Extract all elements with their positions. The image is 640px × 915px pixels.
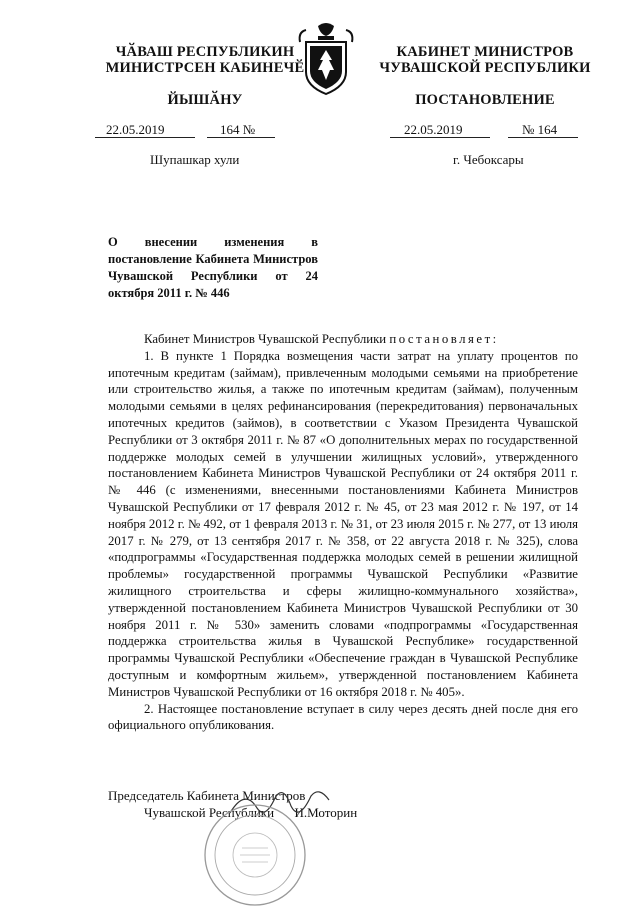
paragraph-2: 2. Настоящее постановление вступает в силу через десять дней после дня его официального опубликования.: [108, 701, 578, 733]
header-right-line1: КАБИНЕТ МИНИСТРОВ: [396, 44, 574, 60]
intro-verb: постановляет:: [389, 332, 499, 346]
left-number-underline: [207, 137, 275, 138]
header-right-doc-type: ПОСТАНОВЛЕНИЕ: [415, 92, 555, 108]
right-place: г. Чебоксары: [453, 152, 524, 167]
signature-position-line1: Председатель Кабинета Министров: [108, 788, 306, 803]
emblem: [296, 20, 356, 100]
right-date-underline: [390, 137, 490, 138]
header-left-org: [95, 44, 315, 76]
left-date-underline: [95, 137, 195, 138]
header-right-line2: ЧУВАШСКОЙ РЕСПУБЛИКИ: [379, 60, 591, 76]
header-right-org: [370, 44, 600, 76]
official-seal-stamp-icon: [200, 800, 310, 910]
right-number: № 164: [522, 122, 558, 137]
header-left-doc-type: ЙЫШӐНУ: [167, 92, 243, 108]
signatory-name: И.Моторин: [294, 804, 358, 820]
left-place: Шупашкар хули: [150, 152, 240, 167]
signature-position-line2: Чувашской Республики: [144, 804, 275, 820]
intro-paragraph: [108, 331, 578, 348]
header-left-line1: ЧӐВАШ РЕСПУБЛИКИН: [115, 44, 295, 60]
left-number: 164 №: [220, 122, 256, 137]
intro-lead: Кабинет Министров Чувашской Республики: [144, 332, 387, 346]
document-title: О внесении изменения в постановление Кабинета Министров Чувашской Республики от 24 октября 2011 г. № 446: [108, 235, 318, 300]
paragraph-1: 1. В пункте 1 Порядка возмещения части затрат на уплату процентов по ипотечным кредитам (займам), привлеченным молодыми семьями на приобретение или строительство жилья, а также по ипотечным кредитам (займам), полученным молодыми семьями в целях рефинансирования (перекредитования) первоначальных ипотечных кредитов (займов), в соответствии с Указом Президента Чувашской Республики от 3 октября 2011 г. № 87 «О дополнительных мерах по государственной поддержке молодых семей в улучшении жилищных условий», утвержденного постановлением Кабинета Министров Чувашской Республики от 24 октября 2011 г. № 446 (с изменениями, внесенными постановлениями Кабинета Министров Чувашской Республики от 17 февраля 2012 г. № 45, от 23 мая 2012 г. № 197, от 14 ноября 2012 г. № 492, от 1 февраля 2013 г. № 31, от 23 июля 2015 г. № 277, от 13 июля 2017 г. № 279, от 13 сентября 2017 г. № 358, от 22 августа 2018 г. № 325), слова «подпрограммы «Государственная поддержка молодых семей в решении жилищной проблемы» государственной программы Чувашской Республики «Развитие жилищного строительства и сферы жилищно-коммунального хозяйства», утвержденной постановлением Кабинета Министров Чувашской Республики от 30 ноября 2011 г. № 530» заменить словами «подпрограммы «Государственная поддержка строительства жилья в Чувашской Республике» государственной программы Чувашской Республики «Обеспечение граждан в Чувашской Республике доступным и комфортным жильем», утвержденной постановлением Кабинета Министров Чувашской Республики от 16 октября 2018 г. № 405».: [108, 348, 578, 699]
right-number-underline: [508, 137, 578, 138]
chuvash-coat-of-arms-icon: [296, 20, 356, 100]
document-body: [108, 331, 578, 734]
right-date: 22.05.2019: [404, 122, 463, 137]
left-date: 22.05.2019: [106, 122, 165, 137]
header-left-line2: МИНИСТРСЕН КАБИНЕЧӖ: [105, 60, 305, 76]
